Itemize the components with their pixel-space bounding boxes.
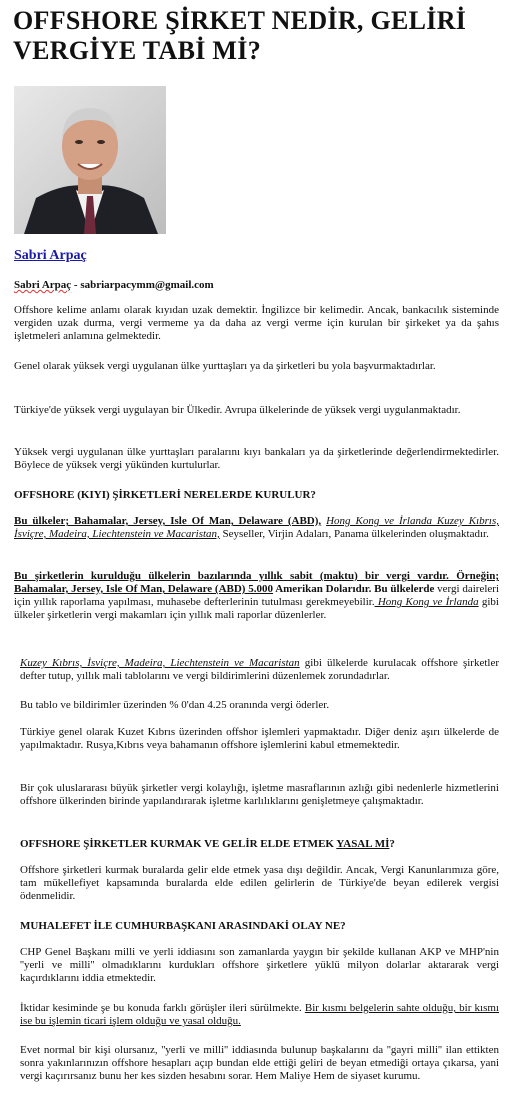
paragraph-tax-rate: Bu tablo ve bildirimler üzerinden % 0'dan 4.25 oranında vergi öderler. [20,699,330,711]
paragraph-turkey-high-tax: Türkiye'de yüksek vergi uygulayan bir Ülkedir. Avrupa ülkelerinde de yüksek vergi uygulanmaktadır. [14,404,461,416]
paragraph-turkey-cyprus: Türkiye genel olarak Kuzet Kıbrıs üzerinden offshor işlemleri yapmaktadır. Diğer deniz aşırı ülkelerde de yapılmaktadır. Rusya,Kıbrıs veya bahamanın offshore işlemlerini kabul etmemektedir. [20,726,499,751]
paragraph-bookkeeping [20,657,499,683]
author-byline [14,279,214,291]
paragraph-countries-list [14,515,499,541]
fixed-tax-italic-countries: Hong Kong ve İrlanda [374,596,479,608]
bookkeeping-italic-countries: Kuzey Kıbrıs, İsviçre, Madeira, Liechtenstein ve Macaristan [20,657,300,669]
paragraph-offshore-definition: Offshore kelime anlamı olarak kıyıdan uzak demektir. İngilizce bir kelimedir. Ancak, bankacılık sisteminde vergiden uzak durma, vergi vermeme ya da daha az vergi verme için kurulan bir şirkeket ya da şahıs işletmeleri anlamına gelmektedir. [14,304,499,342]
byline-separator: - [71,279,81,291]
heading-opposition-president: MUHALEFET İLE CUMHURBAŞKANI ARASINDAKİ OLAY NE? [20,920,346,932]
paragraph-fixed-tax [14,570,499,622]
paragraph-multinationals: Bir çok uluslararası büyük şirketler vergi kolaylığı, işletme masraflarının azlığı gibi nedenlerle hizmetlerini offshore ülkerinden birinde yapılandırarak işletme karlılıklarını genişletmeye çalışmaktadır. [20,782,499,807]
legal-heading-text: OFFSHORE ŞİRKETLER KURMAK VE GELİR ELDE ETMEK [20,838,337,850]
heading-where-established: OFFSHORE (KIYI) ŞİRKETLERİ NERELERDE KURULUR? [14,489,316,501]
paragraph-high-tax-citizens: Genel olarak yüksek vergi uygulanan ülke yurttaşları ya da şirketleri bu yola başvurmaktadırlar. [14,360,436,372]
author-email: sabriarpacymm@gmail.com [80,279,214,291]
fixed-tax-rest-text: gibi ülkeler şirketlerin vergi makamları için yıllık mali raporlar düzenlerler. [14,596,499,621]
countries-bold-text: Bu ülkeler; Bahamalar, Jersey, Isle Of Man, Delaware (ABD), [14,515,322,527]
fixed-tax-bold-text: Bu şirketlerin kurulduğu ülkelerin bazılarında yıllık sabit (maktu) bir vergi vardır. Örneğin; Bahamalar, Jersey, Isle Of Man, Delaware (ABD) 5.000 [14,570,499,595]
paragraph-chp-claim: CHP Genel Başkanı milli ve yerli iddiasını son zamanlarda yaygın bir şekilde kullanan AKP ve MHP'nin ''yerli ve milli'' olmadıklarını kurdukları offshore şirketlere yüklü milyon dolarlar aktararak vergi kaçırdıklarını iddia etmektedir. [20,946,499,984]
legal-heading-underlined: YASAL Mİ [336,838,390,850]
paragraph-conclusion: Evet normal bir kişi olursanız, ''yerli ve milli'' iddiasında bulunup başkalarını da ''gayri milli'' ilan ettikten sonra yakınlarınızın offshore hesapları açıp bundan elde ettiği geliri de beyan etmediği ortaya çıkarsa, yani vergi kaçırırsanız bunu her kes sizden hesabını sorar. Hem Maliye Hem de siyaset kurumu. [20,1044,499,1082]
paragraph-offshore-banks: Yüksek vergi uygulanan ülke yurttaşları paralarını kıyı bankaları ya da şirketlerinde değerlendirmektedirler. Böylece de yüksek vergi yükünden kurtulurlar. [14,446,499,471]
author-name: Sabri Arpaç [14,279,72,291]
paragraph-legal-answer: Offshore şirketleri kurmak buralarda gelir elde etmek yasa dışı değildir. Ancak, Vergi Kanunlarımıza göre, tam mükellefiyet kapsamında buralarda elde edilen gelirlerin de Türkiye'de beyan edilerek vergisi ödenmelidir. [20,864,499,902]
bookkeeping-rest-text: gibi ülkelerde kurulacak offshore şirketler defter tutup, yıllık mali tablolarını ve vergi bildirimlerini düzenlemek zorundadırlar. [20,657,499,682]
fixed-tax-amount-text: Amerikan Dolarıdır. Bu ülkelerde [273,583,435,595]
author-photo [14,86,166,234]
article-title: OFFSHORE ŞİRKET NEDİR, GELİRİ VERGİYE TABİ Mİ? [13,6,467,65]
author-portrait-image [14,86,166,234]
legal-heading-question: ? [389,838,395,850]
paragraph-government-views [20,1002,499,1028]
government-views-text: İktidar kesiminde şe bu konuda farklı görüşler ileri sürülmekte. [20,1002,305,1014]
fixed-tax-reporting-text: vergi daireleri için yıllık raporlama yapılması, muhasebe defterlerinin tutulması gerekmeyebilir. [14,583,500,608]
countries-italic-text: Hong Kong ve İrlanda Kuzey Kıbrıs, İsviçre, Madeira, Liechtenstein ve Macaristan, [14,515,499,540]
government-views-underlined: Bir kısmı belgelerin sahte olduğu, bir kısmı ise bu işlemin ticari işlem olduğu ve yasal olduğu. [20,1002,499,1027]
author-name-link[interactable]: Sabri Arpaç [14,248,87,263]
countries-rest-text: Seyseller, Virjin Adaları, Panama ülkelerinden oluşmaktadır. [219,528,489,540]
heading-is-it-legal [20,838,505,851]
